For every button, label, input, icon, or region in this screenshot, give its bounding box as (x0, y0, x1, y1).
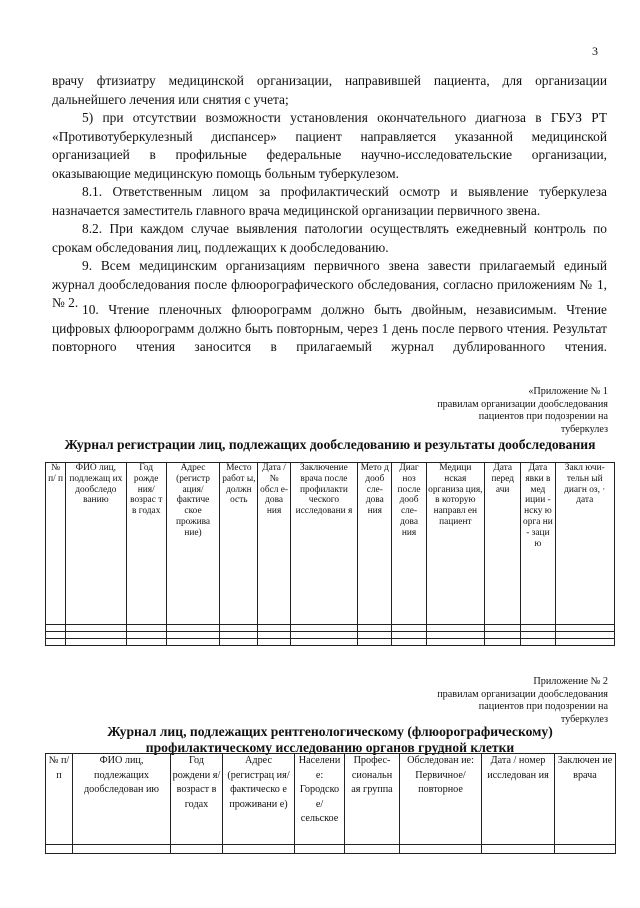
paragraph-10: 10. Чтение пленочных флюорограмм должно быть двойным, независимым. Чтение цифровых флюорограмм должно быть повторным, через 1 день после первого чтения. Результат повторного чтения заносится в прилагаемый журнал дублированного чтения. (52, 302, 607, 355)
table-row (46, 639, 615, 646)
journal-2-col-exam-date: Дата / номер исследован ия (482, 754, 555, 845)
journal-2-col-name: ФИО лиц, подлежащих дообследован ию (73, 754, 171, 845)
journal-1-col-workplace: Место работ ы, должн ость (220, 463, 258, 625)
journal-2-col-exam-type: Обследован ие: Первичное/ повторное (400, 754, 482, 845)
paragraph-9: 9. Всем медицинским организациям первичного звена завести прилагаемый единый журнал дообследования после флюорографического обследования, согласно приложениям № 1, № 2. (52, 258, 607, 311)
appendix-1-heading: «Приложение № 1 (528, 386, 608, 397)
paragraph-8-2: 8.2. При каждом случае выявления патологии осуществлять ежедневный контроль по срокам обследования лиц, подлежащих к дообследованию. (52, 221, 607, 255)
journal-2-table (45, 753, 616, 854)
journal-1-col-birth-year: Год рожде ния/ возрас т в годах (126, 463, 166, 625)
paragraph-continuation: врачу фтизиатру медицинской организации, направившей пациента, для организации дальнейшего лечения или снятия с учета; (52, 73, 607, 107)
journal-1-col-number: № п/ п (46, 463, 66, 625)
journal-2-col-conclusion: Заключен ие врача (555, 754, 616, 845)
appendix-2-line-1: правилам организации дообследования (437, 688, 608, 700)
journal-1-col-method: Мето д дооб сле- дова ния (358, 463, 392, 625)
paragraph-item-5: 5) при отсутствии возможности установления окончательного диагноза в ГБУЗ РТ «Противотуберкулезный диспансер» пациент направляется указанной медицинской организацией в профильные федеральные научно-исследовательские организации, оказывающие медицинскую помощь больным туберкулезом. (52, 110, 607, 181)
appendix-1-line-1: правилам организации дообследования (437, 398, 608, 410)
journal-2-header-row (46, 754, 616, 845)
journal-2-col-population: Населени е: Городско е/ сельское (295, 754, 345, 845)
table-row (46, 625, 615, 632)
journal-1-col-address: Адрес (регистр ация/ фактиче ское прожива ние) (166, 463, 219, 625)
appendix-2-line-3: туберкулез (560, 713, 608, 725)
appendix-2-heading: Приложение № 2 (533, 676, 608, 687)
appendix-2-line-2: пациентов при подозрении на (478, 701, 608, 712)
journal-2-col-birth-year: Год рождени я/ возраст в годах (171, 754, 223, 845)
journal-1-col-organization: Медици нская организа ция, в которую направл ен пациент (426, 463, 484, 625)
paragraph-8-1: 8.1. Ответственным лицом за профилактический осмотр и выявление туберкулеза назначается заместитель главного врача медицинской организации первичного звена. (52, 184, 607, 218)
journal-1-col-final-diagnosis: Закл ючи- тельн ый диагн оз, · дата (555, 463, 614, 625)
appendix-2-caption (348, 676, 608, 726)
journal-1-col-name: ФИО лиц, подлежащ их дообследо ванию (66, 463, 126, 625)
appendix-1-caption (348, 386, 608, 436)
appendix-1-line-2: пациентов при подозрении на (478, 411, 608, 422)
page-number: 3 (592, 44, 598, 58)
journal-1-col-transfer-date: Дата перед ачи (485, 463, 521, 625)
appendix-1-line-3: туберкулез (560, 423, 608, 435)
journal-2-title-line-1: Журнал лиц, подлежащих рентгенологическому (флюорографическому) (107, 724, 553, 739)
journal-2-title-line-2: профилактическому исследованию органов грудной клетки (145, 740, 515, 755)
journal-2-col-professional-group: Профес- сиональн ая группа (345, 754, 400, 845)
journal-1-title: Журнал регистрации лиц, подлежащих дообследованию и результаты дообследования (64, 437, 596, 452)
journal-1-col-visit-date: Дата явки в мед иции - нску ю орга ни - заци ю (521, 463, 555, 625)
journal-1-col-conclusion: Заключение врача после профилакти ческого исследовани я (290, 463, 357, 625)
journal-1-col-diagnosis: Диаг ноз после дооб сле- дова ния (392, 463, 426, 625)
journal-1-header-row (46, 463, 615, 625)
journal-1-col-exam-date: Дата / № обсл е- дова ния (258, 463, 290, 625)
journal-2-col-address: Адрес (регистрац ия/ фактическо е проживани е) (223, 754, 295, 845)
journal-1-table (45, 462, 615, 646)
journal-2-title (40, 724, 620, 756)
table-row (46, 632, 615, 639)
table-row (46, 845, 616, 854)
journal-2-col-number: № п/ п (46, 754, 73, 845)
